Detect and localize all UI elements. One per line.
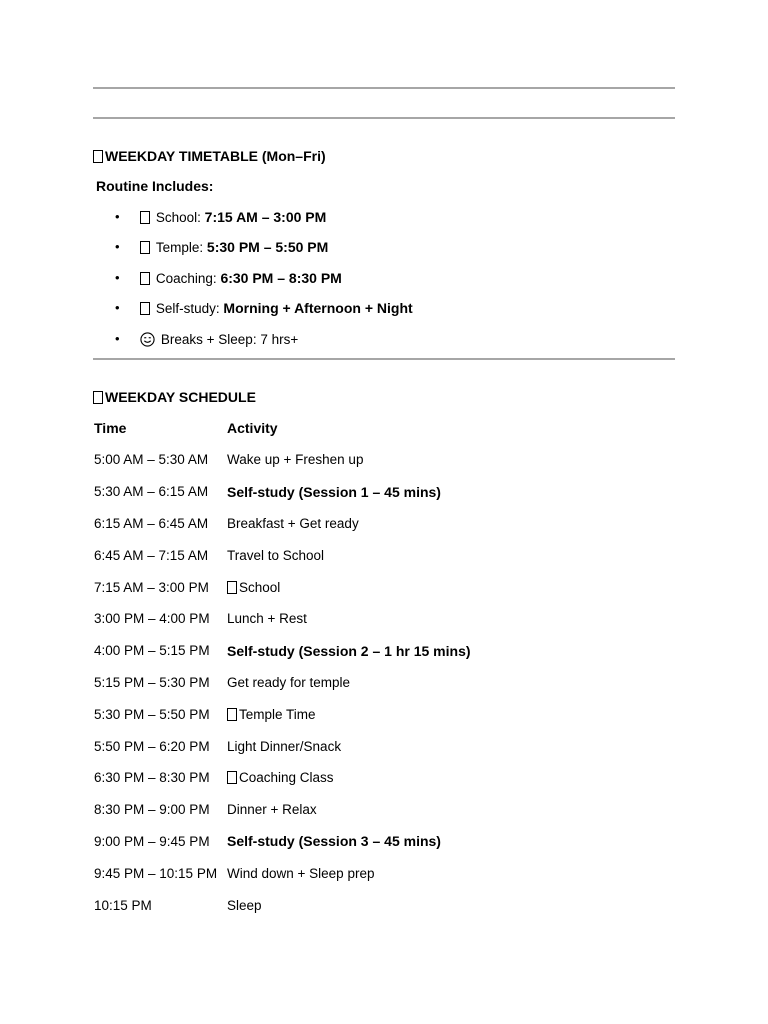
routine-item-label: Breaks + Sleep:: [160, 331, 261, 347]
temple-icon: [227, 708, 237, 721]
time-cell: 7:15 AM – 3:00 PM: [94, 579, 209, 595]
activity-cell: [227, 698, 471, 730]
routine-item-breaks-sleep: [93, 324, 673, 354]
table-row: [93, 603, 471, 635]
routine-item-value: 7 hrs+: [260, 331, 299, 347]
time-cell: 6:15 AM – 6:45 AM: [94, 515, 209, 531]
timetable-title: WEEKDAY TIMETABLE (Mon–Fri): [105, 148, 326, 164]
temple-icon: [140, 241, 150, 254]
routine-item-value: 6:30 PM – 8:30 PM: [220, 269, 342, 286]
second-divider: [93, 117, 675, 119]
bullet: •: [115, 269, 120, 285]
activity-cell: Lunch + Rest: [227, 611, 307, 627]
activity-cell: Light Dinner/Snack: [227, 738, 342, 754]
bullet: •: [115, 239, 120, 255]
schedule-heading: [93, 389, 256, 405]
column-header-activity: Activity: [227, 420, 278, 436]
calendar-icon: [93, 150, 103, 163]
column-header-time: Time: [94, 420, 127, 436]
schedule-title: WEEKDAY SCHEDULE: [105, 389, 256, 405]
routine-item-self-study: [93, 293, 673, 323]
time-cell: 10:15 PM: [94, 897, 152, 913]
routine-item-coaching: [93, 263, 673, 293]
activity-cell: Self-study (Session 3 – 45 mins): [227, 833, 441, 850]
bullet: •: [115, 330, 120, 346]
time-cell: 9:45 PM – 10:15 PM: [94, 865, 218, 881]
table-row: [93, 826, 471, 858]
time-cell: 5:30 AM – 6:15 AM: [94, 484, 209, 500]
clock-icon: [93, 391, 103, 404]
time-cell: 9:00 PM – 9:45 PM: [94, 833, 210, 849]
school-icon: [140, 211, 150, 224]
routine-item-label: School:: [155, 210, 205, 225]
activity-cell: Get ready for temple: [227, 674, 351, 690]
activity-cell: Wind down + Sleep prep: [227, 865, 375, 881]
table-row: [93, 635, 471, 667]
bullet: •: [115, 209, 120, 224]
routine-item-value: 7:15 AM – 3:00 PM: [204, 209, 327, 225]
table-row: [93, 571, 471, 603]
activity-cell: Dinner + Relax: [227, 802, 317, 818]
time-cell: 5:50 PM – 6:20 PM: [94, 738, 210, 754]
activity-cell: Breakfast + Get ready: [227, 515, 359, 531]
bullet: •: [115, 300, 120, 316]
table-row: [93, 762, 471, 794]
activity-text: Temple Time: [239, 706, 316, 722]
activity-cell: [227, 571, 471, 603]
activity-cell: Wake up + Freshen up: [227, 452, 364, 468]
time-cell: 4:00 PM – 5:15 PM: [94, 643, 210, 659]
activity-cell: Self-study (Session 1 – 45 mins): [227, 483, 441, 500]
table-row: [93, 857, 471, 889]
activity-cell: [227, 762, 471, 794]
table-row: [93, 667, 471, 699]
activity-text: Coaching Class: [239, 770, 334, 786]
time-cell: 3:00 PM – 4:00 PM: [94, 611, 210, 627]
table-row: [93, 476, 471, 508]
coaching-icon: [227, 771, 237, 784]
time-cell: 5:15 PM – 5:30 PM: [94, 674, 210, 690]
routine-item-label: Temple:: [155, 240, 207, 256]
table-header-row: [93, 412, 471, 444]
schedule-table: [93, 412, 471, 921]
table-row: [93, 794, 471, 826]
time-cell: 6:30 PM – 8:30 PM: [94, 770, 210, 786]
smiley-icon: [140, 332, 155, 347]
book-icon: [140, 302, 150, 315]
time-cell: 5:00 AM – 5:30 AM: [94, 452, 209, 468]
section-divider: [93, 358, 675, 360]
routine-item-value: Morning + Afternoon + Night: [223, 300, 413, 317]
school-icon: [227, 581, 237, 594]
activity-cell: Travel to School: [227, 547, 325, 563]
time-cell: 5:30 PM – 5:50 PM: [94, 706, 210, 722]
table-row: [93, 444, 471, 476]
routine-item-label: Coaching:: [155, 270, 221, 286]
table-row: [93, 730, 471, 762]
top-divider: [93, 87, 675, 89]
table-row: [93, 508, 471, 540]
routine-item-value: 5:30 PM – 5:50 PM: [206, 239, 329, 256]
table-row: [93, 539, 471, 571]
activity-cell: Sleep: [227, 897, 262, 913]
time-cell: 8:30 PM – 9:00 PM: [94, 802, 210, 818]
routine-item-temple: [93, 232, 673, 262]
activity-text: School: [239, 579, 281, 595]
routine-item-school: [93, 202, 673, 232]
coaching-icon: [140, 272, 150, 285]
activity-cell: Self-study (Session 2 – 1 hr 15 mins): [227, 642, 471, 659]
routine-list: [93, 202, 673, 354]
routine-heading: Routine Includes:: [96, 178, 214, 194]
table-row: [93, 698, 471, 730]
routine-item-label: Self-study:: [155, 301, 224, 317]
timetable-heading: [93, 148, 326, 164]
table-row: [93, 889, 471, 921]
time-cell: 6:45 AM – 7:15 AM: [94, 547, 209, 563]
